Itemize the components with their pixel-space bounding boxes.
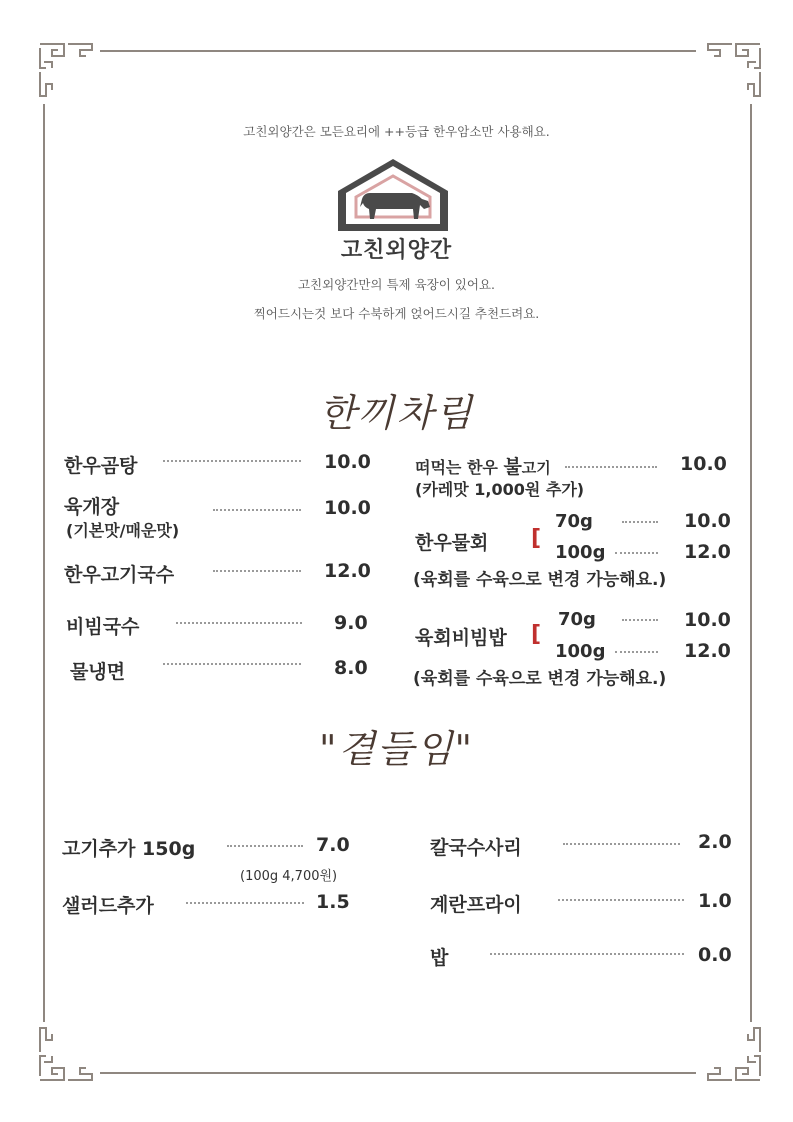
menu-item-gogi-guksu: 한우고기국수 — [64, 564, 175, 586]
frame-bottom-line — [100, 1072, 696, 1074]
note-mulhoe: (육회를 수육으로 변경 가능해요.) — [413, 570, 667, 590]
dot-leader — [615, 651, 658, 653]
price-kalguksu-sari: 2.0 — [698, 831, 732, 853]
price-yukhoe-100g: 12.0 — [684, 640, 731, 662]
menu-item-yukgaejang: 육개장 — [64, 496, 120, 518]
dot-leader — [163, 460, 301, 462]
dot-leader — [565, 466, 657, 468]
dot-leader — [227, 845, 303, 847]
price-bulgogi: 10.0 — [680, 453, 727, 475]
dot-leader — [622, 521, 658, 523]
size-yukhoe-70g: 70g — [558, 609, 596, 630]
dot-leader — [163, 663, 301, 665]
bracket-yukhoe: [ — [531, 622, 542, 647]
side-item-rice: 밥 — [430, 947, 449, 969]
dot-leader — [622, 619, 658, 621]
intro-line-2: 고친외양간만의 특제 육장이 있어요. — [297, 277, 496, 292]
section-title-meal: 한끼차림 — [319, 391, 474, 435]
side-item-extra-meat: 고기추가 150g — [62, 838, 196, 860]
side-item-extra-salad: 샐러드추가 — [62, 895, 154, 917]
bracket-mulhoe: [ — [531, 526, 542, 551]
price-gomtang: 10.0 — [324, 451, 371, 473]
note-yukgaejang: (기본맛/매운맛) — [66, 521, 180, 540]
dot-leader — [615, 552, 658, 554]
bulgogi-name-part-c: 고기 — [521, 459, 551, 477]
price-mulhoe-70g: 10.0 — [684, 510, 731, 532]
bulgogi-name-part-a: 떠먹는 한우 — [415, 458, 498, 477]
price-fried-egg: 1.0 — [698, 890, 732, 912]
section-title-side: "곁들임" — [318, 727, 475, 771]
dot-leader — [213, 570, 301, 572]
cow-house-logo-icon — [334, 155, 452, 235]
side-item-fried-egg: 계란프라이 — [430, 894, 522, 916]
price-yukgaejang: 10.0 — [324, 497, 371, 519]
price-extra-meat: 7.0 — [316, 834, 350, 856]
note-extra-meat: (100g 4,700원) — [240, 869, 338, 884]
size-yukhoe-100g: 100g — [555, 641, 606, 662]
note-bulgogi: (카레맛 1,000원 추가) — [415, 480, 585, 499]
price-bibim-guksu: 9.0 — [334, 612, 368, 634]
dot-leader — [558, 899, 684, 901]
menu-item-bulgogi — [415, 452, 551, 479]
menu-item-gomtang: 한우곰탕 — [64, 455, 138, 477]
dot-leader — [186, 902, 304, 904]
size-mulhoe-70g: 70g — [555, 511, 593, 532]
dot-leader — [490, 953, 684, 955]
price-gogi-guksu: 12.0 — [324, 560, 371, 582]
corner-ornament-bottom-left — [38, 1026, 94, 1082]
corner-ornament-bottom-right — [706, 1026, 762, 1082]
side-item-kalguksu-sari: 칼국수사리 — [430, 837, 522, 859]
price-mulhoe-100g: 12.0 — [684, 541, 731, 563]
menu-item-bibim-guksu: 비빔국수 — [66, 616, 140, 638]
price-yukhoe-70g: 10.0 — [684, 609, 731, 631]
menu-item-mul-naengmyeon: 물냉면 — [70, 661, 126, 683]
brand-name: 고친외양간 — [340, 238, 453, 263]
frame-top-line — [100, 50, 696, 52]
price-mul-naengmyeon: 8.0 — [334, 657, 368, 679]
size-mulhoe-100g: 100g — [555, 542, 606, 563]
dot-leader — [176, 622, 302, 624]
corner-ornament-top-left — [38, 42, 94, 98]
intro-line-3: 찍어드시는것 보다 수북하게 얹어드시길 추천드려요. — [253, 306, 540, 321]
menu-item-mulhoe: 한우물회 — [415, 532, 489, 554]
price-rice: 0.0 — [698, 944, 732, 966]
bulgogi-name-part-b: 불 — [503, 456, 522, 478]
dot-leader — [563, 843, 680, 845]
price-extra-salad: 1.5 — [316, 891, 350, 913]
note-yukhoe: (육회를 수육으로 변경 가능해요.) — [413, 669, 667, 689]
menu-item-yukhoe-bibimbap: 육회비빔밥 — [415, 627, 507, 649]
dot-leader — [213, 509, 301, 511]
intro-line-1: 고친외양간은 모든요리에 ++등급 한우암소만 사용해요. — [243, 124, 550, 139]
corner-ornament-top-right — [706, 42, 762, 98]
